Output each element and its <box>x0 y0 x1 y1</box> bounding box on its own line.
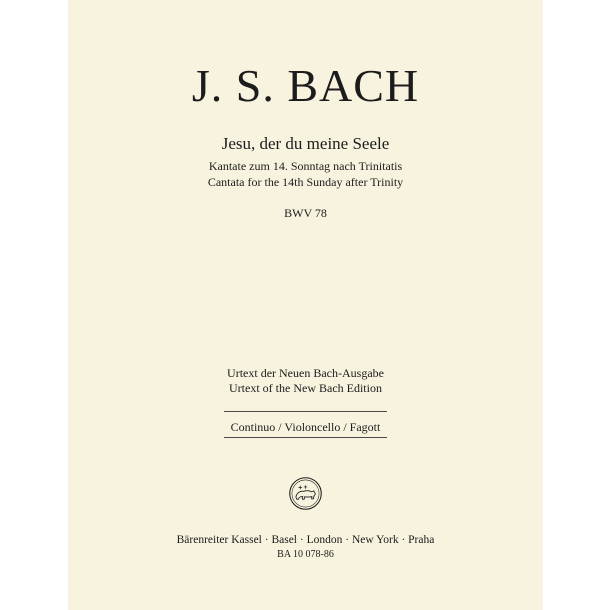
edition-number: BA 10 078-86 <box>277 549 334 560</box>
divider-top <box>224 411 387 412</box>
publisher-line: Bärenreiter Kassel · Basel · London · New York · Praha <box>176 534 435 546</box>
score-cover <box>68 0 543 610</box>
divider-bottom <box>224 437 387 438</box>
work-title: Jesu, der du meine Seele <box>221 134 390 153</box>
subtitle-english: Cantata for the 14th Sunday after Trinity <box>207 175 404 189</box>
bwv-number: BWV 78 <box>284 206 327 220</box>
composer-name: J. S. BACH <box>191 60 420 111</box>
baerenreiter-bear-logo-icon <box>288 476 323 511</box>
subtitle-german: Kantate zum 14. Sonntag nach Trinitatis <box>208 159 403 173</box>
urtext-german: Urtext der Neuen Bach-Ausgabe <box>227 366 384 380</box>
instrumentation: Continuo / Violoncello / Fagott <box>230 420 381 434</box>
urtext-english: Urtext of the New Bach Edition <box>229 381 382 395</box>
